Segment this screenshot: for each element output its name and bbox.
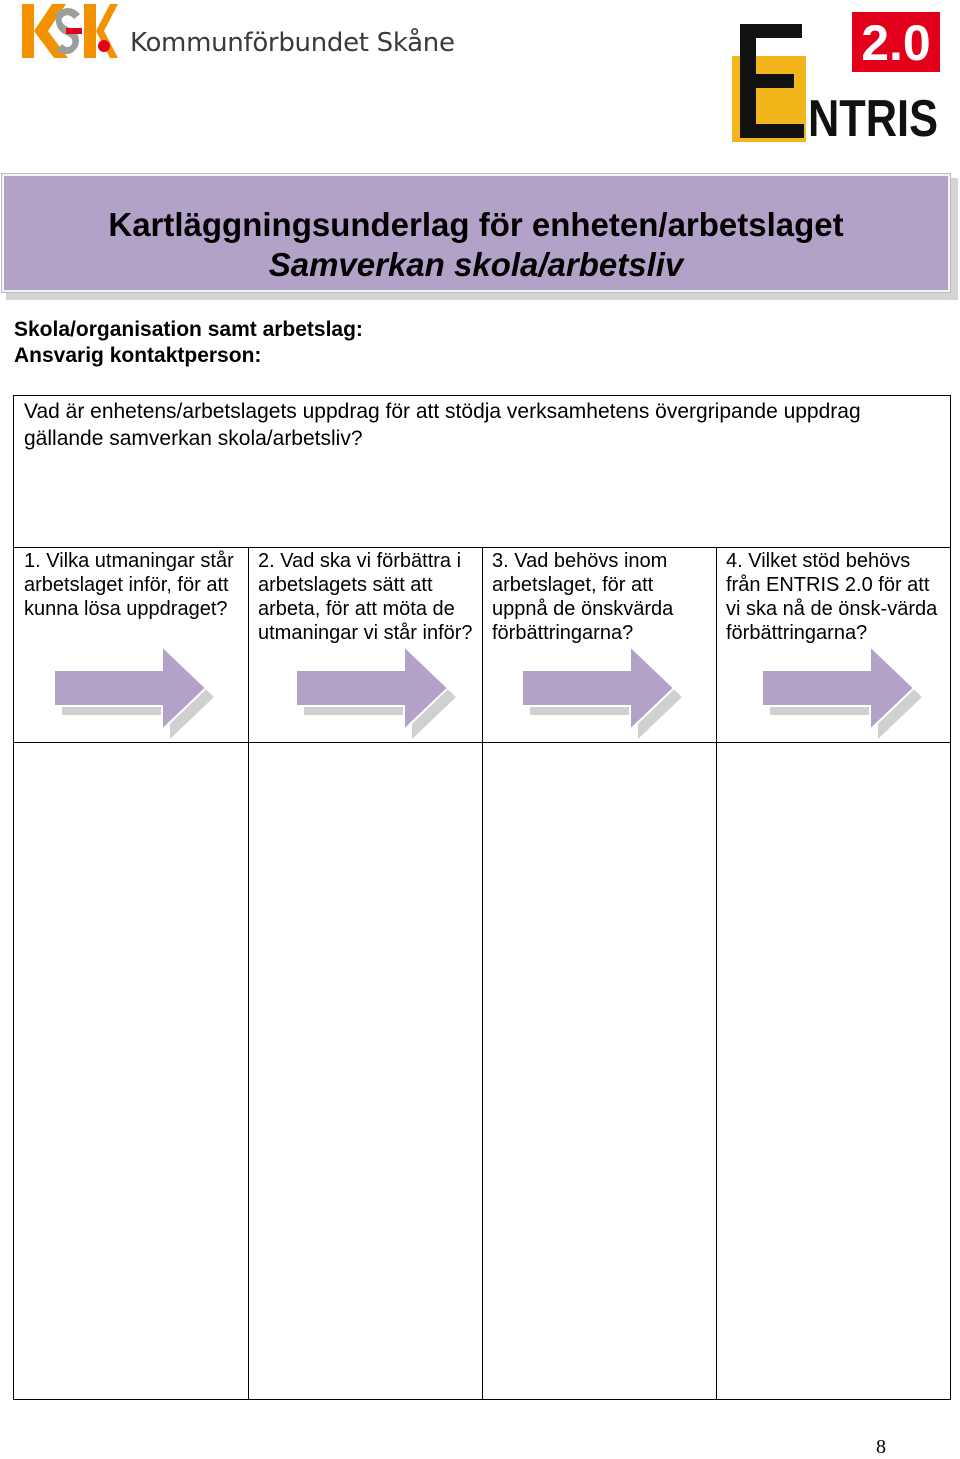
- column-divider: [716, 547, 717, 1400]
- ksk-logo: [22, 4, 118, 58]
- mapping-table: [13, 395, 951, 1400]
- column-divider: [482, 547, 483, 1400]
- column-question-4: 4. Vilket stöd behövs från ENTRIS 2.0 för att vi ska nå de önsk-värda förbättringarna?: [726, 550, 938, 644]
- right-arrow-icon: [292, 644, 456, 744]
- column-divider: [248, 547, 249, 1400]
- right-arrow-icon: [50, 644, 214, 744]
- entris-wordmark: NTRIS: [808, 90, 938, 148]
- right-arrow-icon: [518, 644, 682, 744]
- page-title: Kartläggningsunderlag för enheten/arbetslaget: [108, 206, 844, 243]
- school-org-label: Skola/organisation samt arbetslag:: [14, 318, 363, 341]
- column-question-3: 3. Vad behövs inom arbetslaget, för att uppnå de önskvärda förbättringarna?: [492, 550, 674, 644]
- column-question-1: 1. Vilka utmaningar står arbetslaget inför, för att kunna lösa uppdraget?: [24, 550, 234, 620]
- org-name: Kommunförbundet Skåne: [130, 28, 455, 58]
- column-question-2: 2. Vad ska vi förbättra i arbetslagets sätt att arbeta, för att möta de utmaningar vi står inför?: [258, 550, 473, 644]
- page-subtitle: Samverkan skola/arbetsliv: [268, 246, 684, 283]
- contact-person-label: Ansvarig kontaktperson:: [14, 344, 262, 367]
- title-banner: [2, 174, 950, 292]
- entris-logo: [732, 8, 942, 148]
- page-number: 8: [876, 1436, 886, 1458]
- entris-version-text: 2.0: [861, 15, 931, 71]
- main-question: Vad är enhetens/arbetslagets uppdrag för att stödja verksamhetens övergripande uppdrag gällande samverkan skola/arbetsliv?: [24, 400, 861, 450]
- right-arrow-icon: [758, 644, 922, 744]
